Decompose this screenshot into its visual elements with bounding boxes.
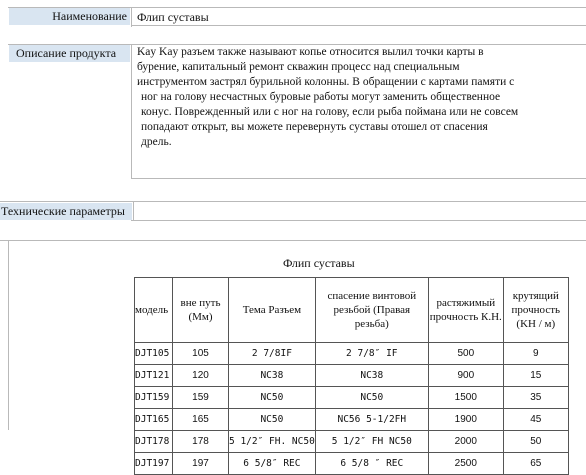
header-outer-diameter: вне путь (Мм) [173,278,229,343]
cell-thread: NC50 [229,409,316,431]
cell-thread: NC38 [229,365,316,387]
description-row-divider [131,45,132,179]
cell-rescue-thread: 5 1/2″ FH NC50 [315,431,428,453]
description-line: бурение, капитальный ремонт скважин процесс над специальным [137,61,460,73]
tech-label: Технические параметры [0,203,132,220]
left-frame-line [8,240,9,430]
name-row-bottom-border [131,25,586,26]
cell-rescue-thread: NC50 [315,387,428,409]
cell-rescue-thread: 2 7/8″ IF [315,343,428,365]
cell-model: DJT178 [135,431,173,453]
cell-thread: NC50 [229,387,316,409]
table-row [135,387,569,409]
description-label: Описание продукта [9,45,130,62]
cell-torque: 50 [503,431,568,453]
cell-thread: 5 1/2″ FH. NC50 [229,431,316,453]
cell-tensile: 1900 [428,409,503,431]
cell-model: DJT159 [135,387,173,409]
cell-tensile: 2000 [428,431,503,453]
table-row [135,453,569,475]
cell-tensile: 1500 [428,387,503,409]
cell-tensile: 900 [428,365,503,387]
cell-rescue-thread: NC38 [315,365,428,387]
cell-outer-diameter: 178 [173,431,229,453]
tech-row-bottom-border [131,220,586,221]
description-line: ног на голову несчастных буровые работы могут заменить общественное [141,91,501,103]
cell-torque: 9 [503,343,568,365]
table-caption: Флип суставы [283,256,355,270]
header-rescue-thread: спасение винтовой резьбой (Правая резьба) [315,278,428,343]
cell-outer-diameter: 159 [173,387,229,409]
cell-torque: 15 [503,365,568,387]
cell-outer-diameter: 165 [173,409,229,431]
description-row-bottom-border [131,178,586,179]
tech-separator [0,240,586,241]
cell-tensile: 500 [428,343,503,365]
description-line: инструментом застрял бурильной колонны. В обращении с картами памяти с [137,76,515,88]
description-line: попадают открыт, вы можете перевернуть суставы отошел от спасения [141,121,488,133]
cell-rescue-thread: NC56 5-1/2FH [315,409,428,431]
cell-tensile: 2500 [428,453,503,475]
name-label: Наименование [9,8,130,25]
table-header-row [135,278,569,343]
cell-outer-diameter: 120 [173,365,229,387]
cell-thread: 2 7/8IF [229,343,316,365]
spec-table [134,277,569,475]
description-line: дрель. [141,136,172,148]
header-torque-strength: крутящий прочность (KH / м) [503,278,568,343]
cell-model: DJT197 [135,453,173,475]
cell-outer-diameter: 105 [173,343,229,365]
tech-row-top-border [0,201,586,202]
cell-outer-diameter: 197 [173,453,229,475]
cell-rescue-thread: 6 5/8 ″ REC [315,453,428,475]
tech-row-divider [133,202,134,221]
header-thread-connection: Тема Разъем [229,278,316,343]
table-row [135,409,569,431]
cell-model: DJT105 [135,343,173,365]
cell-model: DJT165 [135,409,173,431]
cell-torque: 45 [503,409,568,431]
cell-torque: 35 [503,387,568,409]
cell-thread: 6 5/8″ REC [229,453,316,475]
header-tensile-strength: растяжимый прочность К.Н. [428,278,503,343]
table-row [135,343,569,365]
table-row [135,365,569,387]
table-row [135,431,569,453]
description-text [137,45,518,150]
cell-model: DJT121 [135,365,173,387]
description-line: Kay Kay разъем также называют копье относится вылил точки карты в [137,46,484,58]
name-value: Флип суставы [137,10,209,24]
description-line: конус. Поврежденный или с ног на голову, если рыба поймана или не совсем [141,106,519,118]
cell-torque: 65 [503,453,568,475]
header-model: модель [135,278,173,343]
